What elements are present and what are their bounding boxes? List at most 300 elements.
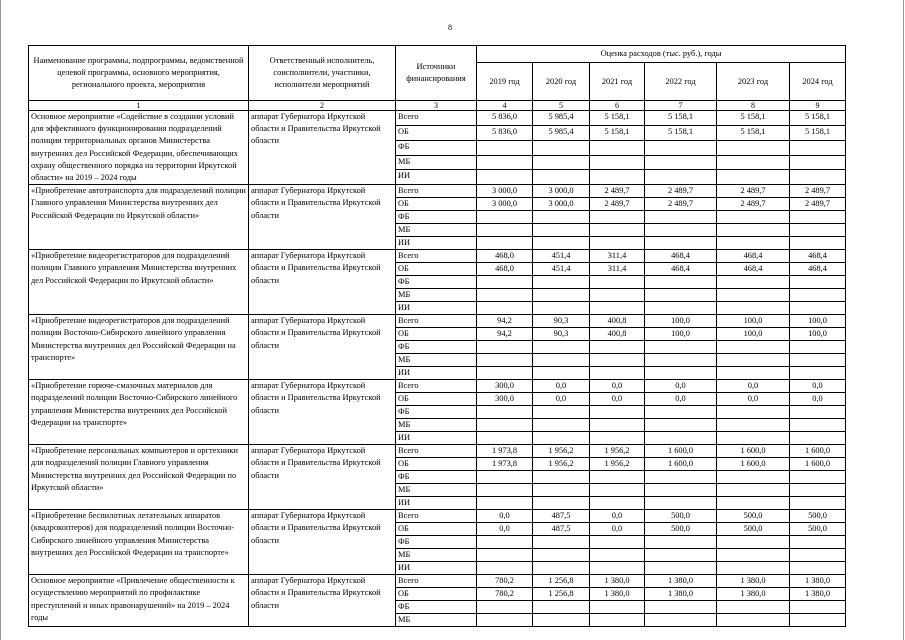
funding-source: ОБ [396, 393, 477, 406]
expense-value [790, 211, 846, 224]
expense-value: 94,2 [477, 328, 533, 341]
expense-value [590, 170, 645, 185]
program-name: «Приобретение автотранспорта для подразделений полиции Главного управления Министерства внутренних дел Российской Федерации по Иркутской области» [29, 185, 249, 250]
header-year: 2024 год [790, 63, 846, 101]
expense-value [790, 614, 846, 627]
program-name: Основное мероприятие «Привлечение общественности к осуществлению мероприятий по профилактике преступлений и иных правонарушений» на 2019 – 2024 годы [29, 575, 249, 627]
expense-value: 400,8 [590, 328, 645, 341]
table-body [29, 111, 846, 627]
table-row [29, 445, 846, 458]
expense-value: 500,0 [645, 510, 717, 523]
expense-value: 300,0 [477, 393, 533, 406]
expense-value [533, 170, 590, 185]
expense-value [590, 419, 645, 432]
expense-value: 0,0 [790, 393, 846, 406]
program-name: «Приобретение персональных компьютеров и оргтехники для подразделений полиции Главного управления Министерства внутренних дел Российской Федерации по Иркутской области» [29, 445, 249, 510]
expense-value: 300,0 [477, 380, 533, 393]
expense-value: 311,4 [590, 263, 645, 276]
expense-value: 2 489,7 [590, 185, 645, 198]
expense-value: 5 158,1 [590, 111, 645, 126]
funding-source: МБ [396, 614, 477, 627]
header-sources: Источники финансирования [396, 46, 477, 101]
expense-value [790, 484, 846, 497]
expense-value: 5 158,1 [645, 125, 717, 140]
expense-value [645, 484, 717, 497]
expense-value [533, 614, 590, 627]
expense-value [477, 549, 533, 562]
header-year: 2023 год [717, 63, 790, 101]
expense-value: 1 600,0 [717, 458, 790, 471]
expense-value [477, 536, 533, 549]
table-row [29, 510, 846, 523]
expense-value [533, 289, 590, 302]
expense-value [533, 432, 590, 445]
table-row [29, 380, 846, 393]
expense-value: 0,0 [590, 393, 645, 406]
expense-value [645, 601, 717, 614]
expense-value [790, 170, 846, 185]
responsible-executor: аппарат Губернатора Иркутской области и Правительства Иркутской области [249, 315, 396, 380]
expense-value [717, 432, 790, 445]
responsible-executor: аппарат Губернатора Иркутской области и Правительства Иркутской области [249, 250, 396, 315]
expense-value [477, 237, 533, 250]
funding-source: МБ [396, 224, 477, 237]
funding-source: ИИ [396, 497, 477, 510]
expense-value: 500,0 [717, 510, 790, 523]
expense-value: 1 600,0 [790, 445, 846, 458]
expense-value: 100,0 [790, 328, 846, 341]
expense-value: 500,0 [717, 523, 790, 536]
expense-value: 487,5 [533, 523, 590, 536]
expense-value: 0,0 [717, 380, 790, 393]
expense-value [717, 367, 790, 380]
expense-value: 2 489,7 [645, 198, 717, 211]
expense-value: 1 380,0 [590, 575, 645, 588]
expense-value [590, 224, 645, 237]
expense-value [477, 302, 533, 315]
expense-value [645, 549, 717, 562]
expense-value: 1 380,0 [645, 588, 717, 601]
expense-value [477, 432, 533, 445]
expense-value [533, 367, 590, 380]
table-row [29, 315, 846, 328]
funding-source: ФБ [396, 406, 477, 419]
expense-value [790, 140, 846, 155]
expense-value [790, 276, 846, 289]
scan-edge-left [0, 0, 1, 640]
funding-source: МБ [396, 354, 477, 367]
page-number: 8 [448, 23, 452, 32]
expense-value [477, 419, 533, 432]
expense-value [590, 140, 645, 155]
expense-value: 100,0 [717, 315, 790, 328]
expense-value [533, 406, 590, 419]
expense-value [477, 140, 533, 155]
expense-value [477, 367, 533, 380]
expense-value [717, 484, 790, 497]
expense-value: 2 489,7 [790, 185, 846, 198]
expense-value [477, 276, 533, 289]
expense-value: 0,0 [590, 510, 645, 523]
funding-source: Всего [396, 575, 477, 588]
funding-source: МБ [396, 155, 477, 170]
expense-value [717, 419, 790, 432]
header-index-cell: 4 [477, 101, 533, 111]
expense-value [790, 536, 846, 549]
expense-value [590, 484, 645, 497]
expense-value [477, 211, 533, 224]
expense-value: 5 985,4 [533, 111, 590, 126]
expense-value [477, 170, 533, 185]
expense-value: 468,0 [477, 250, 533, 263]
expense-value [717, 224, 790, 237]
expense-value [533, 155, 590, 170]
expense-value [477, 497, 533, 510]
expense-value [717, 562, 790, 575]
responsible-executor: аппарат Губернатора Иркутской области и Правительства Иркутской области [249, 445, 396, 510]
expense-value: 5 158,1 [790, 111, 846, 126]
expense-value [590, 341, 645, 354]
funding-source: ОБ [396, 263, 477, 276]
expense-value: 2 489,7 [790, 198, 846, 211]
expense-value [477, 341, 533, 354]
expense-value: 1 956,2 [533, 458, 590, 471]
expense-value: 0,0 [590, 523, 645, 536]
expense-value [590, 211, 645, 224]
expense-value: 1 600,0 [717, 445, 790, 458]
funding-source: МБ [396, 419, 477, 432]
expense-value: 1 600,0 [790, 458, 846, 471]
expense-value [533, 601, 590, 614]
funding-source: ФБ [396, 471, 477, 484]
expense-value: 468,4 [717, 263, 790, 276]
header-index-cell: 5 [533, 101, 590, 111]
expense-value [477, 614, 533, 627]
funding-source: ИИ [396, 432, 477, 445]
expense-value [645, 341, 717, 354]
expense-value [645, 140, 717, 155]
expense-value: 100,0 [645, 328, 717, 341]
expense-value [590, 155, 645, 170]
expense-value [717, 354, 790, 367]
expense-value: 5 158,1 [717, 111, 790, 126]
expense-value: 0,0 [590, 380, 645, 393]
expense-value: 100,0 [717, 328, 790, 341]
expense-value: 100,0 [790, 315, 846, 328]
responsible-executor: аппарат Губернатора Иркутской области и Правительства Иркутской области [249, 380, 396, 445]
expense-value: 1 600,0 [645, 445, 717, 458]
expense-value [645, 237, 717, 250]
expense-value: 1 380,0 [790, 588, 846, 601]
expense-value: 1 256,8 [533, 588, 590, 601]
expense-value [533, 497, 590, 510]
expense-value [533, 354, 590, 367]
header-index-cell: 1 [29, 101, 249, 111]
budget-table [28, 45, 846, 627]
expense-value [477, 484, 533, 497]
expense-value [790, 155, 846, 170]
funding-source: ОБ [396, 125, 477, 140]
funding-source: ОБ [396, 523, 477, 536]
expense-value [590, 237, 645, 250]
funding-source: ОБ [396, 328, 477, 341]
table-header [29, 46, 846, 111]
expense-value: 5 836,0 [477, 111, 533, 126]
expense-value [533, 471, 590, 484]
header-index-cell: 8 [717, 101, 790, 111]
expense-value: 94,2 [477, 315, 533, 328]
expense-value [645, 497, 717, 510]
expense-value [645, 432, 717, 445]
header-index-cell: 9 [790, 101, 846, 111]
expense-value [533, 536, 590, 549]
expense-value [645, 289, 717, 302]
funding-source: Всего [396, 315, 477, 328]
expense-value [645, 276, 717, 289]
expense-value: 487,5 [533, 510, 590, 523]
expense-value [790, 601, 846, 614]
expense-value: 1 956,2 [533, 445, 590, 458]
expense-value: 5 985,4 [533, 125, 590, 140]
expense-value [717, 341, 790, 354]
expense-value: 1 956,2 [590, 458, 645, 471]
expense-value [477, 155, 533, 170]
header-year: 2020 год [533, 63, 590, 101]
table-row [29, 250, 846, 263]
expense-value: 311,4 [590, 250, 645, 263]
expense-value: 468,0 [477, 263, 533, 276]
expense-value [645, 211, 717, 224]
scan-edge-right [903, 0, 904, 640]
expense-value [533, 341, 590, 354]
expense-value [717, 536, 790, 549]
expense-value: 468,4 [717, 250, 790, 263]
expense-value [590, 289, 645, 302]
expense-value [717, 140, 790, 155]
funding-source: ИИ [396, 170, 477, 185]
expense-value [717, 170, 790, 185]
table-row [29, 185, 846, 198]
expense-value [477, 354, 533, 367]
expense-value [590, 406, 645, 419]
header-index-row [29, 101, 846, 111]
expense-value: 2 489,7 [717, 198, 790, 211]
expense-value [590, 549, 645, 562]
funding-source: Всего [396, 111, 477, 126]
expense-value [790, 497, 846, 510]
program-name: «Приобретение горюче-смазочных материалов для подразделений полиции Восточно-Сибирского линейного управления Министерства внутренних дел Российской Федерации на транспорте» [29, 380, 249, 445]
header-year: 2021 год [590, 63, 645, 101]
expense-value: 90,3 [533, 315, 590, 328]
program-name: «Приобретение видеорегистраторов для подразделений полиции Главного управления Министерства внутренних дел Российской Федерации по Иркутской области» [29, 250, 249, 315]
header-expenses: Оценка расходов (тыс. руб.), годы [477, 46, 846, 63]
expense-value [590, 536, 645, 549]
expense-value [790, 289, 846, 302]
expense-value [645, 471, 717, 484]
expense-value [790, 419, 846, 432]
expense-value: 451,4 [533, 250, 590, 263]
expense-value [590, 302, 645, 315]
expense-value [645, 224, 717, 237]
expense-value [645, 406, 717, 419]
funding-source: ФБ [396, 601, 477, 614]
expense-value: 5 158,1 [590, 125, 645, 140]
expense-value [790, 341, 846, 354]
funding-source: ФБ [396, 140, 477, 155]
expense-value [717, 155, 790, 170]
expense-value: 1 956,2 [590, 445, 645, 458]
responsible-executor: аппарат Губернатора Иркутской области и Правительства Иркутской области [249, 510, 396, 575]
expense-value: 1 256,8 [533, 575, 590, 588]
expense-value [477, 289, 533, 302]
table-row [29, 111, 846, 126]
expense-value [790, 471, 846, 484]
expense-value: 0,0 [717, 393, 790, 406]
expense-value [590, 614, 645, 627]
funding-source: ФБ [396, 276, 477, 289]
expense-value [533, 237, 590, 250]
header-responsible: Ответственный исполнитель, соисполнители, участники, исполнители мероприятий [249, 46, 396, 101]
expense-value [645, 536, 717, 549]
expense-value [790, 432, 846, 445]
expense-value [790, 302, 846, 315]
expense-value [590, 367, 645, 380]
expense-value [790, 367, 846, 380]
expense-value: 780,2 [477, 575, 533, 588]
expense-value: 2 489,7 [590, 198, 645, 211]
expense-value [645, 354, 717, 367]
expense-value [717, 276, 790, 289]
expense-value: 468,4 [790, 263, 846, 276]
funding-source: ИИ [396, 367, 477, 380]
expense-value: 0,0 [533, 393, 590, 406]
expense-value [717, 614, 790, 627]
expense-value: 3 000,0 [477, 185, 533, 198]
expense-value [790, 406, 846, 419]
expense-value: 3 000,0 [533, 198, 590, 211]
expense-value: 5 158,1 [645, 111, 717, 126]
expense-value: 468,4 [645, 263, 717, 276]
expense-value [790, 354, 846, 367]
expense-value [645, 170, 717, 185]
expense-value: 2 489,7 [717, 185, 790, 198]
expense-value [790, 562, 846, 575]
expense-value [645, 562, 717, 575]
funding-source: ФБ [396, 536, 477, 549]
funding-source: ИИ [396, 302, 477, 315]
funding-source: ОБ [396, 588, 477, 601]
expense-value [645, 155, 717, 170]
expense-value [645, 367, 717, 380]
responsible-executor: аппарат Губернатора Иркутской области и Правительства Иркутской области [249, 575, 396, 627]
expense-value: 400,8 [590, 315, 645, 328]
header-index-cell: 6 [590, 101, 645, 111]
expense-value: 2 489,7 [645, 185, 717, 198]
expense-value: 5 158,1 [717, 125, 790, 140]
expense-value: 1 973,8 [477, 445, 533, 458]
funding-source: Всего [396, 445, 477, 458]
expense-value: 500,0 [645, 523, 717, 536]
responsible-executor: аппарат Губернатора Иркутской области и Правительства Иркутской области [249, 111, 396, 185]
expense-value [590, 432, 645, 445]
expense-value [477, 471, 533, 484]
expense-value: 100,0 [645, 315, 717, 328]
expense-value: 0,0 [645, 380, 717, 393]
expense-value [533, 224, 590, 237]
expense-value [790, 237, 846, 250]
expense-value: 468,4 [645, 250, 717, 263]
funding-source: МБ [396, 549, 477, 562]
expense-value [590, 354, 645, 367]
expense-value [717, 601, 790, 614]
funding-source: ОБ [396, 198, 477, 211]
expense-value [590, 601, 645, 614]
expense-value: 1 380,0 [717, 588, 790, 601]
expense-value: 0,0 [645, 393, 717, 406]
funding-source: ФБ [396, 341, 477, 354]
expense-value: 451,4 [533, 263, 590, 276]
expense-value [590, 497, 645, 510]
expense-value [717, 211, 790, 224]
table-row [29, 575, 846, 588]
funding-source: Всего [396, 185, 477, 198]
expense-value: 780,2 [477, 588, 533, 601]
expense-value [533, 211, 590, 224]
expense-value: 5 836,0 [477, 125, 533, 140]
funding-source: МБ [396, 484, 477, 497]
funding-source: ОБ [396, 458, 477, 471]
expense-value: 0,0 [533, 380, 590, 393]
responsible-executor: аппарат Губернатора Иркутской области и Правительства Иркутской области [249, 185, 396, 250]
header-index-cell: 7 [645, 101, 717, 111]
expense-value: 1 380,0 [590, 588, 645, 601]
expense-value: 90,3 [533, 328, 590, 341]
expense-value [645, 614, 717, 627]
header-name: Наименование программы, подпрограммы, ведомственной целевой программы, основного мероприятия, регионального проекта, мероприятия [29, 46, 249, 101]
expense-value: 0,0 [477, 523, 533, 536]
expense-value: 1 600,0 [645, 458, 717, 471]
funding-source: Всего [396, 250, 477, 263]
expense-value: 500,0 [790, 510, 846, 523]
header-year: 2022 год [645, 63, 717, 101]
expense-value [717, 302, 790, 315]
expense-value [717, 497, 790, 510]
expense-value [533, 484, 590, 497]
funding-source: ИИ [396, 562, 477, 575]
expense-value [533, 140, 590, 155]
expense-value [477, 224, 533, 237]
expense-value: 1 380,0 [790, 575, 846, 588]
expense-value [590, 562, 645, 575]
funding-source: Всего [396, 380, 477, 393]
expense-value [477, 601, 533, 614]
expense-value [790, 224, 846, 237]
expense-value [477, 406, 533, 419]
expense-value [477, 562, 533, 575]
expense-value: 500,0 [790, 523, 846, 536]
expense-value [717, 549, 790, 562]
expense-value: 5 158,1 [790, 125, 846, 140]
expense-value [645, 302, 717, 315]
expense-value [533, 276, 590, 289]
funding-source: Всего [396, 510, 477, 523]
expense-value [645, 419, 717, 432]
header-index-cell: 2 [249, 101, 396, 111]
expense-value: 1 380,0 [717, 575, 790, 588]
expense-value: 3 000,0 [533, 185, 590, 198]
expense-value: 3 000,0 [477, 198, 533, 211]
expense-value [717, 289, 790, 302]
